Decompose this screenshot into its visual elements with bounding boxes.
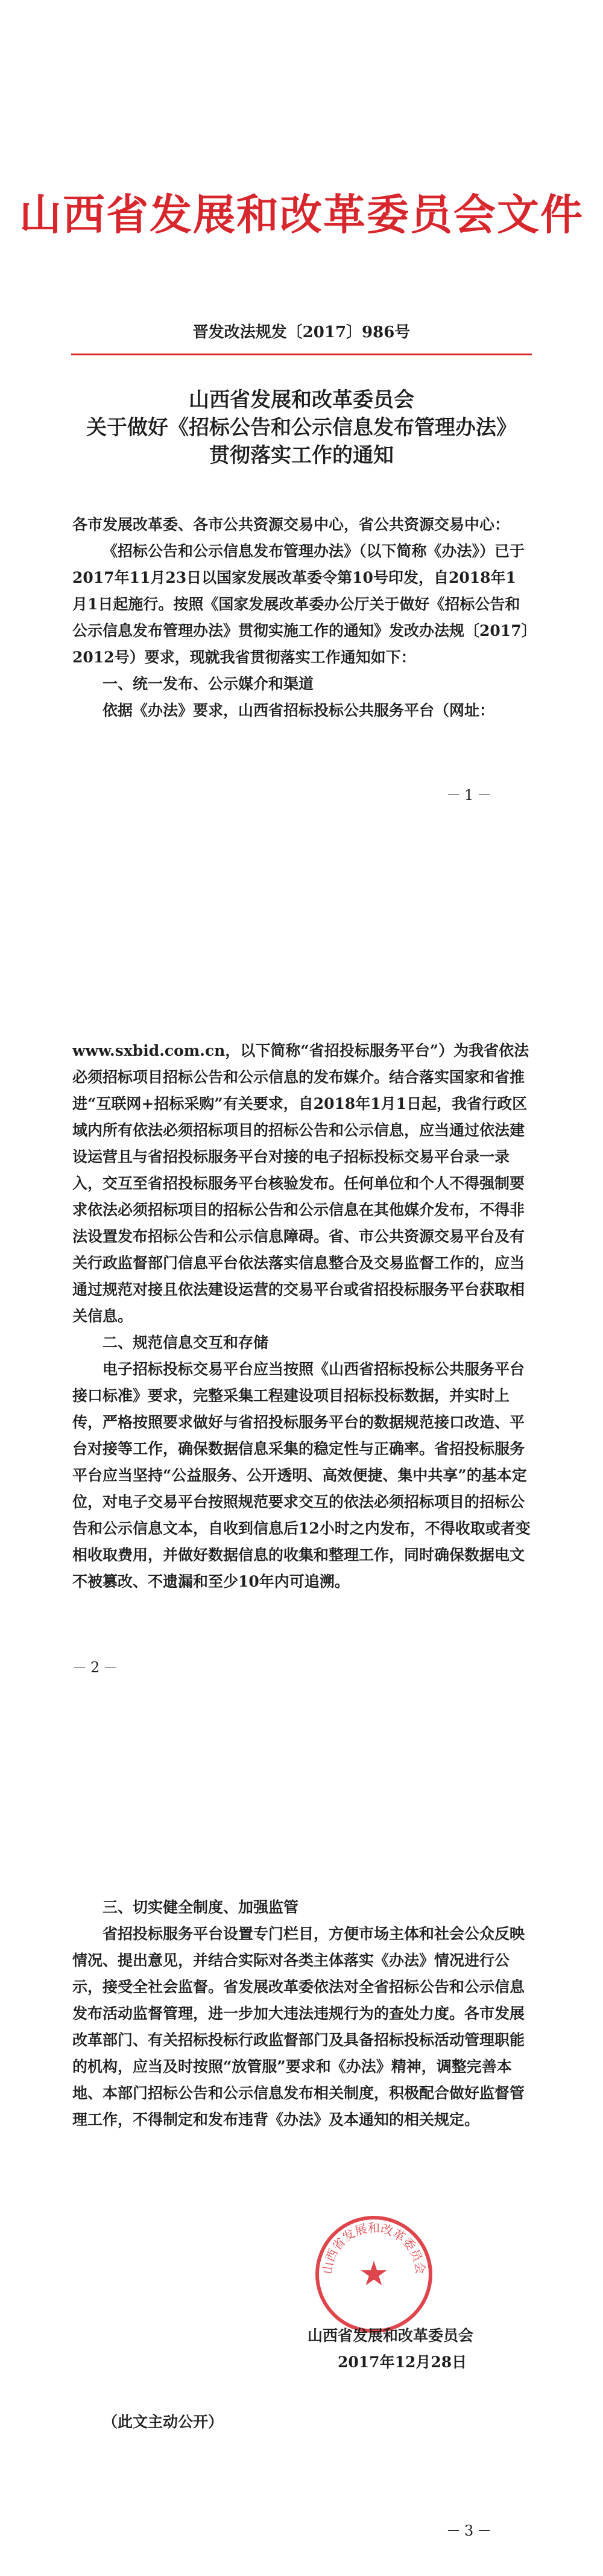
page-number: －3－ [446, 2522, 496, 2539]
paragraph: 依据《办法》要求，山西省招标投标公共服务平台（网址： [103, 702, 495, 719]
issue-date: 2017年12月28日 [338, 2353, 467, 2371]
paragraph: 电子招标投标交易平台应当按照《山西省招标投标公共服务平台接口标准》要求，完整采集工程建设项目招标投标数据，并实时上传，严格按照要求做好与省招投标服务平台的数据规范接口改造、平台对接等工作，确保数据信息采集的稳定性与正确率。省招投标服务平台应当坚持“公益服务、公开透明、高效便捷、集中共享”的基本定位，对电子交易平台按照规范要求交互的依法必须招标项目的招标公告和公示信息文本，自收到信息后12小时之内发布，不得收取或者变相收取费用，并做好数据信息的收集和整理工作，同时确保数据电文不被篡改、不遗漏和至少10年内可追溯。 [72, 1360, 531, 1590]
signer-organization: 山西省发展和改革委员会 [308, 2327, 474, 2344]
masthead-red-divider [71, 354, 532, 355]
official-seal-stamp [314, 2214, 434, 2335]
title-line: 关于做好《招标公告和公示信息发布管理办法》 [86, 416, 517, 440]
page3-body [72, 1894, 531, 2133]
title-line: 贯彻落实工作的通知 [209, 443, 394, 468]
document-title [0, 386, 603, 469]
section-heading: 三、切实健全制度、加强监管 [103, 1899, 299, 1916]
document-page-2 [0, 857, 603, 1713]
document-masthead: 山西省发展和改革委员会文件 [19, 189, 584, 240]
page-number: －2－ [72, 1659, 122, 1676]
page-number: －1－ [446, 787, 496, 804]
paragraph: 省招投标服务平台设置专门栏目，方便市场主体和社会公众反映情况、提出意见，并结合实际对各类主体落实《办法》情况进行公示，接受全社会监督。省发展改革委依法对全省招标公告和公示信息发布活动监督管理，进一步加大违法违规行为的查处力度。各市发展改革部门、有关招标投标行政监督部门及具备招标投标活动管理职能的机构，应当及时按照“放管服”要求和《办法》精神，调整完善本地、本部门招标公告和公示信息发布相关制度，积极配合做好监督管理工作，不得制定和发布违背《办法》及本通知的相关规定。 [72, 1925, 525, 2128]
section-heading: 一、统一发布、公示媒介和渠道 [103, 675, 314, 693]
signer-block [0, 2323, 603, 2376]
title-line: 山西省发展和改革委员会 [189, 388, 414, 412]
paragraph: www.sxbid.com.cn，以下简称“省招投标服务平台”）为我省依法必须招标项目招标公告和公示信息的发布媒介。结合落实国家和省推进“互联网+招标采购”有关要求，自2018年1月1日起，我省行政区域内所有依法必须招标项目的招标公告和公示信息，应当通过依法建设运营且与省招投标服务平台对接的电子招标投标交易平台录一录入，交互至省招投标服务平台核验发布。任何单位和个人不得强制要求依法必须招标项目的招标公告和公示信息在其他媒介发布，不得非法设置发布招标公告和公示信息障碍。省、市公共资源交易平台及有关行政监督部门信息平台依法落实信息整合及交易监督工作的，应当通过规范对接且依法建设运营的交易平台或省招投标服务平台获取相关信息。 [72, 1042, 529, 1325]
salutation: 各市发展改革委、各市公共资源交易中心，省公共资源交易中心： [72, 516, 510, 533]
page2-body [72, 1038, 531, 1595]
seal-star-icon: ★ [358, 2254, 390, 2294]
page1-body [72, 512, 531, 724]
document-page-3 [0, 1713, 603, 2576]
document-page-1 [0, 0, 603, 857]
section-heading: 二、规范信息交互和存储 [103, 1334, 269, 1351]
seal-text: 山西省发展和改革委员会 [320, 2221, 428, 2275]
paragraph: 《招标公告和公示信息发布管理办法》（以下简称《办法》）已于2017年11月23日以国家发展改革委令第10号印发，自2018年1月1日起施行。按照《国家发展改革委办公厅关于做好《招标公告和公示信息发布管理办法》贯彻实施工作的通知》发改办法规〔2017〕2012号）要求，现就我省贯彻落实工作通知如下： [72, 542, 529, 666]
document-number: 晋发改法规发〔2017〕986号 [192, 323, 411, 341]
disclosure-note: （此文主动公开） [103, 2413, 224, 2431]
